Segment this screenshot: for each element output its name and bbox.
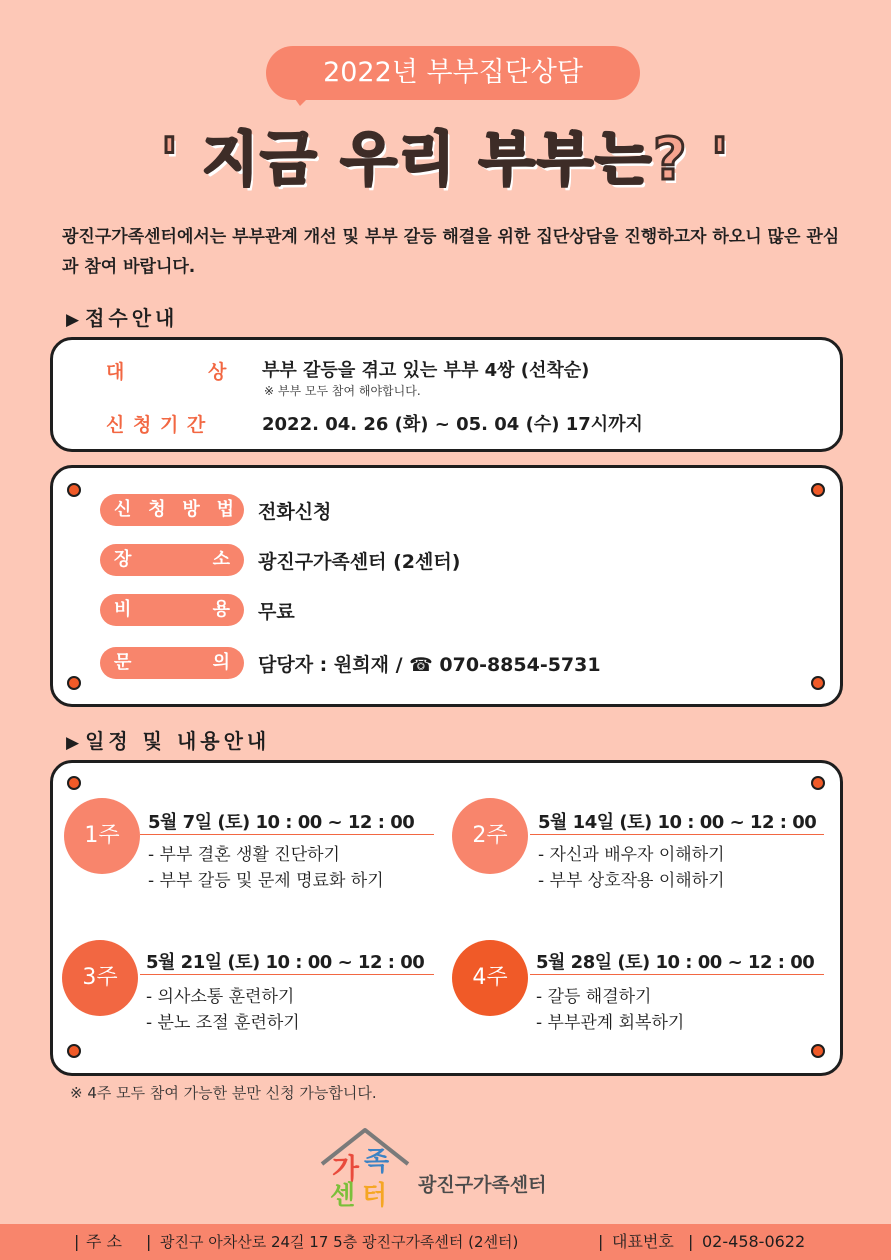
period-value: 2022. 04. 26 (화) ~ 05. 04 (수) 17시까지 xyxy=(262,414,643,435)
logo-char: 족 xyxy=(364,1147,390,1177)
logo-char: 센 xyxy=(330,1181,356,1208)
week-2-badge: 2주 xyxy=(452,798,528,874)
divider: | xyxy=(688,1232,694,1251)
phone-value: 02-458-0622 xyxy=(702,1232,806,1251)
logo-char: 가 xyxy=(332,1152,360,1185)
week-4-item: - 갈등 해결하기 xyxy=(536,987,652,1007)
schedule-heading xyxy=(66,725,270,754)
place-value: 광진구가족센터 (2센터) xyxy=(258,551,461,573)
corner-dot-icon xyxy=(67,1044,81,1058)
week-1-item: - 부부 갈등 및 문제 명료화 하기 xyxy=(148,871,384,891)
week-1-badge: 1주 xyxy=(64,798,140,874)
family-center-logo xyxy=(318,1124,412,1208)
method-label-char: 방 xyxy=(182,499,200,520)
cost-label-char: 비 xyxy=(114,599,132,620)
divider: | xyxy=(74,1232,80,1251)
week-3-item: - 분노 조절 훈련하기 xyxy=(146,1013,300,1033)
cost-label-pill xyxy=(100,594,244,626)
method-value: 전화신청 xyxy=(258,501,332,523)
contact-label-pill xyxy=(100,647,244,679)
week-2-date: 5월 14일 (토) 10 : 00 ~ 12 : 00 xyxy=(538,812,817,833)
method-label-char: 법 xyxy=(216,499,234,520)
contact-label-char: 문 xyxy=(114,652,132,673)
week-2-item: - 자신과 배우자 이해하기 xyxy=(538,845,725,865)
method-label-char: 청 xyxy=(148,499,166,520)
logo-name: 광진구가족센터 xyxy=(418,1174,547,1196)
method-label-pill xyxy=(100,494,244,526)
footer-bar xyxy=(0,1224,891,1260)
week-1-date: 5월 7일 (토) 10 : 00 ~ 12 : 00 xyxy=(148,812,415,833)
contact-label-char: 의 xyxy=(212,652,230,673)
period-label: 신 청 기 간 xyxy=(106,414,207,436)
subtitle-pill: 2022년 부부집단상담 xyxy=(266,46,640,100)
week-3-item: - 의사소통 훈련하기 xyxy=(146,987,295,1007)
divider xyxy=(530,974,824,975)
phone-label: 대표번호 xyxy=(612,1232,674,1251)
reception-heading-label: 접수안내 xyxy=(85,306,179,330)
week-2-item: - 부부 상호작용 이해하기 xyxy=(538,871,725,891)
intro-text: 광진구가족센터에서는 부부관계 개선 및 부부 갈등 해결을 위한 집단상담을 진행하고자 하오니 많은 관심과 참여 바랍니다. xyxy=(62,227,840,277)
week-3-badge: 3주 xyxy=(62,940,138,1016)
week-4-date: 5월 28일 (토) 10 : 00 ~ 12 : 00 xyxy=(536,952,815,973)
contact-value: 담당자 : 원희재 / ☎ 070-8854-5731 xyxy=(258,654,601,676)
divider: | xyxy=(146,1232,152,1251)
logo-char: 터 xyxy=(362,1181,388,1208)
corner-dot-icon xyxy=(811,776,825,790)
cost-label-char: 용 xyxy=(212,599,230,620)
target-note: ※ 부부 모두 참여 해야합니다. xyxy=(264,384,421,398)
target-value: 부부 갈등을 겪고 있는 부부 4쌍 (선착순) xyxy=(262,360,590,381)
divider xyxy=(140,974,434,975)
corner-dot-icon xyxy=(67,776,81,790)
cost-value: 무료 xyxy=(258,601,295,623)
corner-dot-icon xyxy=(811,483,825,497)
week-4-item: - 부부관계 회복하기 xyxy=(536,1013,685,1033)
address-label: 주 소 xyxy=(86,1232,122,1251)
schedule-heading-label: 일정 및 내용안내 xyxy=(85,729,271,753)
speech-bubble-tail xyxy=(290,92,314,106)
week-3-date: 5월 21일 (토) 10 : 00 ~ 12 : 00 xyxy=(146,952,425,973)
corner-dot-icon xyxy=(67,483,81,497)
corner-dot-icon xyxy=(811,676,825,690)
place-label-char: 소 xyxy=(212,549,230,570)
week-4-badge: 4주 xyxy=(452,940,528,1016)
triangle-bullet-icon: ▶ xyxy=(66,733,80,753)
corner-dot-icon xyxy=(67,676,81,690)
reception-heading xyxy=(66,302,178,331)
divider xyxy=(140,834,434,835)
method-label-char: 신 xyxy=(114,499,132,520)
divider xyxy=(530,834,824,835)
target-label-1: 대 xyxy=(106,361,125,383)
triangle-bullet-icon: ▶ xyxy=(66,310,80,330)
place-label-char: 장 xyxy=(114,549,132,570)
page-title: ' 지금 우리 부부는? ' xyxy=(160,125,731,193)
place-label-pill xyxy=(100,544,244,576)
target-label-2: 상 xyxy=(208,361,227,383)
divider: | xyxy=(598,1232,604,1251)
address-value: 광진구 아차산로 24길 17 5층 광진구가족센터 (2센터) xyxy=(160,1233,519,1251)
week-1-item: - 부부 결혼 생활 진단하기 xyxy=(148,845,340,865)
corner-dot-icon xyxy=(811,1044,825,1058)
footnote: ※ 4주 모두 참여 가능한 분만 신청 가능합니다. xyxy=(70,1084,377,1102)
